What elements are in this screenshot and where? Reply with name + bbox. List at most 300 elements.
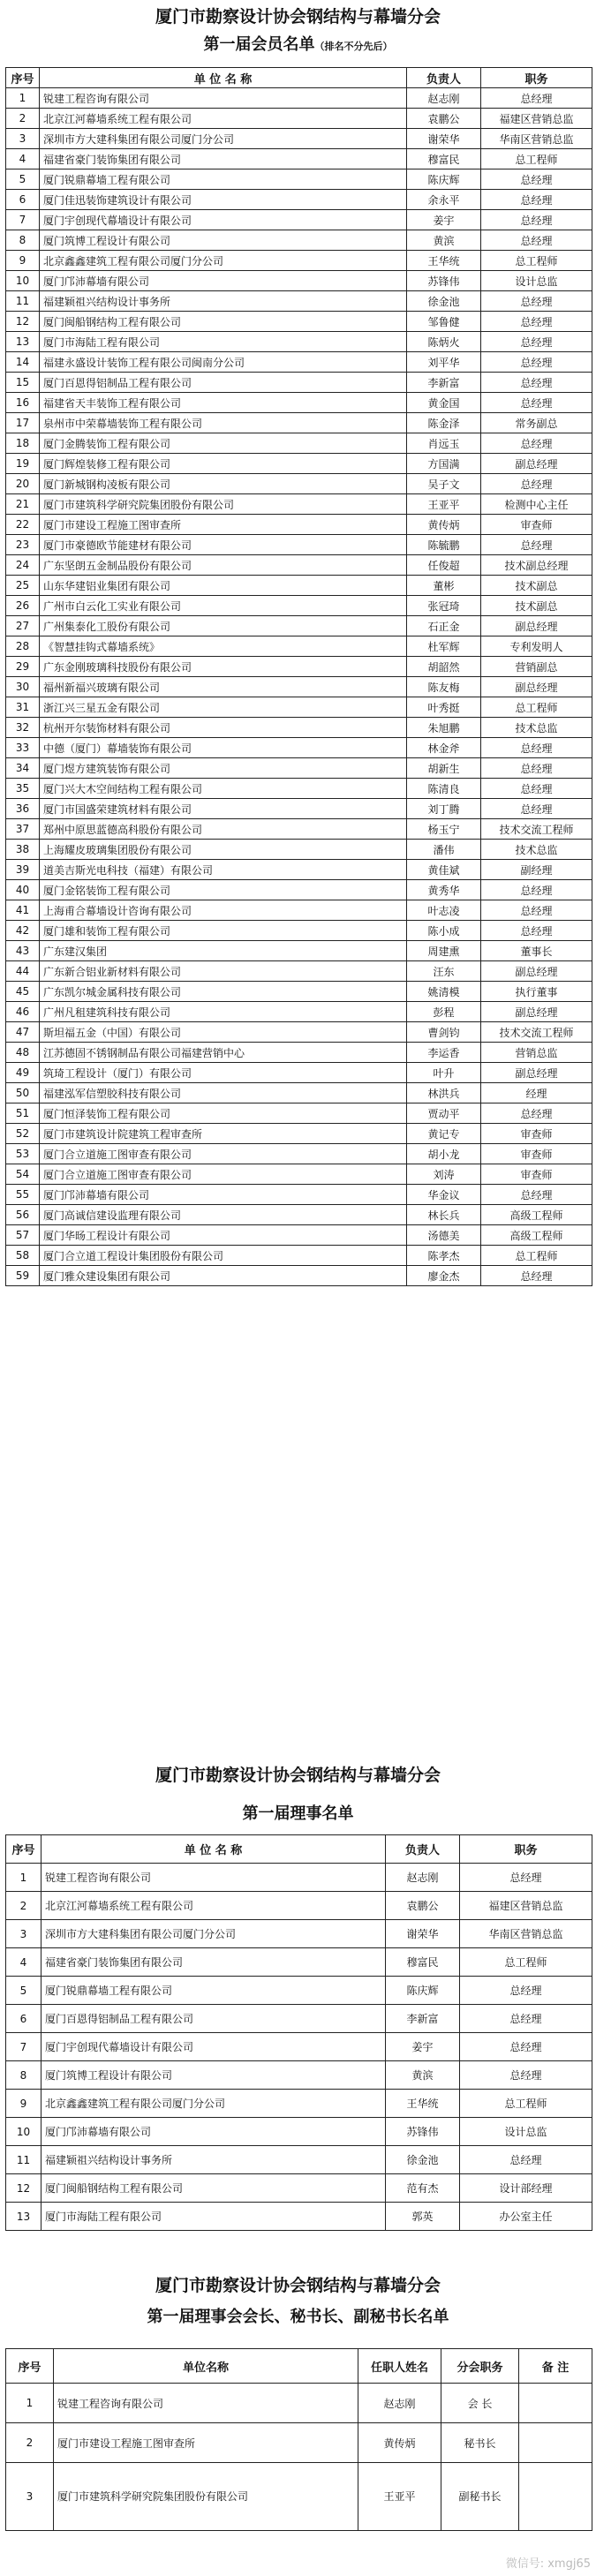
cell-index: 3	[6, 1920, 41, 1948]
cell-index: 55	[6, 1185, 40, 1205]
cell-person: 赵志刚	[407, 88, 481, 109]
cell-person: 胡新生	[407, 758, 481, 779]
board-table	[5, 1834, 592, 2231]
cell-position: 总工程师	[481, 149, 592, 169]
cell-person: 陈毓鹏	[407, 535, 481, 555]
cell-company: 上海甫合幕墙设计咨询有限公司	[40, 900, 407, 921]
cell-index: 16	[6, 393, 40, 413]
cell-company: 厦门雄和装饰工程有限公司	[40, 921, 407, 941]
cell-company: 浙江兴三星五金有限公司	[40, 697, 407, 718]
cell-position: 总经理	[481, 779, 592, 799]
cell-person: 王华统	[386, 2090, 460, 2118]
cell-company: 厦门筑博工程设计有限公司	[40, 230, 407, 251]
cell-company: 锐建工程咨询有限公司	[41, 1864, 386, 1892]
cell-person: 黄传炳	[407, 515, 481, 535]
cell-company: 厦门闽船钢结构工程有限公司	[40, 312, 407, 332]
cell-index: 59	[6, 1266, 40, 1286]
cell-index: 54	[6, 1164, 40, 1185]
cell-position: 技术交流工程师	[481, 1022, 592, 1043]
cell-company: 厦门市建设工程施工图审查所	[54, 2423, 358, 2463]
page-title: 厦门市勘察设计协会钢结构与幕墙分会	[155, 7, 441, 26]
table-row	[6, 636, 592, 657]
cell-index: 18	[6, 433, 40, 454]
cell-company: 中德（厦门）幕墙装饰有限公司	[40, 738, 407, 758]
column-header: 序号	[6, 1835, 41, 1864]
column-header: 单 位 名 称	[40, 68, 407, 88]
cell-person: 苏锋伟	[386, 2118, 460, 2146]
cell-position: 福建区营销总监	[481, 109, 592, 129]
cell-company: 山东华建铝业集团有限公司	[40, 576, 407, 596]
table-row	[6, 2118, 592, 2146]
cell-index: 22	[6, 515, 40, 535]
cell-person: 刘平华	[407, 352, 481, 373]
table-row	[6, 1920, 592, 1948]
table-row	[6, 657, 592, 677]
cell-position: 技术总监	[481, 718, 592, 738]
table-row	[6, 555, 592, 576]
cell-index: 17	[6, 413, 40, 433]
cell-person: 姜宇	[386, 2033, 460, 2061]
cell-company: 深圳市方大建科集团有限公司厦门分公司	[41, 1920, 386, 1948]
table-row	[6, 210, 592, 230]
cell-company: 北京鑫鑫建筑工程有限公司厦门分公司	[40, 251, 407, 271]
cell-company: 广州集泰化工股份有限公司	[40, 616, 407, 636]
table-row	[6, 1002, 592, 1022]
cell-person: 邹鲁健	[407, 312, 481, 332]
table-row	[6, 941, 592, 961]
cell-position: 技术副总经理	[481, 555, 592, 576]
table-row	[6, 454, 592, 474]
cell-person: 陈炳火	[407, 332, 481, 352]
cell-person: 袁鹏公	[386, 1892, 460, 1920]
cell-index: 12	[6, 2174, 41, 2203]
cell-position: 总经理	[481, 332, 592, 352]
table-row	[6, 251, 592, 271]
table-row	[6, 840, 592, 860]
cell-company: 北京江河幕墙系统工程有限公司	[40, 109, 407, 129]
cell-index: 51	[6, 1103, 40, 1124]
table-row	[6, 697, 592, 718]
cell-person: 杨玉宁	[407, 819, 481, 840]
section-subtitle	[0, 34, 596, 58]
cell-company: 厦门雅众建设集团有限公司	[40, 1266, 407, 1286]
cell-person: 林长兵	[407, 1205, 481, 1225]
table-row	[6, 190, 592, 210]
cell-company: 福建永盛设计装饰工程有限公司闽南分公司	[40, 352, 407, 373]
cell-company: 福建泓军信塑胶科技有限公司	[40, 1083, 407, 1103]
cell-person: 胡小龙	[407, 1144, 481, 1164]
cell-company: 广州市白云化工实业有限公司	[40, 596, 407, 616]
cell-position: 总经理	[481, 230, 592, 251]
cell-position: 执行董事	[481, 982, 592, 1002]
cell-company: 泉州市中荣幕墙装饰工程有限公司	[40, 413, 407, 433]
table-row	[6, 961, 592, 982]
table-row	[6, 474, 592, 494]
table-row	[6, 1948, 592, 1977]
table-row	[6, 596, 592, 616]
cell-person: 李新富	[407, 373, 481, 393]
table-row	[6, 1083, 592, 1103]
cell-index: 38	[6, 840, 40, 860]
cell-index: 9	[6, 251, 40, 271]
cell-position: 总经理	[481, 88, 592, 109]
cell-company: 厦门市海陆工程有限公司	[41, 2203, 386, 2231]
cell-person: 叶秀挺	[407, 697, 481, 718]
cell-position: 高级工程师	[481, 1225, 592, 1246]
table-row	[6, 1225, 592, 1246]
cell-position: 设计部经理	[460, 2174, 592, 2203]
cell-person: 陈小成	[407, 921, 481, 941]
cell-position: 总经理	[481, 393, 592, 413]
table-row	[6, 1124, 592, 1144]
cell-index: 39	[6, 860, 40, 880]
cell-index: 32	[6, 718, 40, 738]
cell-position: 总经理	[481, 291, 592, 312]
board-list-section	[0, 1764, 596, 1826]
cell-index: 58	[6, 1246, 40, 1266]
cell-index: 1	[6, 1864, 41, 1892]
cell-company: 厦门闽船钢结构工程有限公司	[41, 2174, 386, 2203]
table-row	[6, 271, 592, 291]
cell-position: 总经理	[481, 190, 592, 210]
cell-index: 4	[6, 1948, 41, 1977]
cell-person: 黄滨	[407, 230, 481, 251]
cell-person: 陈清良	[407, 779, 481, 799]
cell-index: 47	[6, 1022, 40, 1043]
cell-position: 审查师	[481, 1164, 592, 1185]
cell-company: 深圳市方大建科集团有限公司厦门分公司	[40, 129, 407, 149]
cell-person: 曹剑钧	[407, 1022, 481, 1043]
cell-company: 厦门市建筑科学研究院集团股份有限公司	[40, 494, 407, 515]
cell-position: 营销总监	[481, 1043, 592, 1063]
cell-index: 34	[6, 758, 40, 779]
cell-position: 总经理	[481, 758, 592, 779]
cell-person: 林洪兵	[407, 1083, 481, 1103]
cell-position: 检测中心主任	[481, 494, 592, 515]
table-header-row	[6, 68, 592, 88]
cell-company: 北京鑫鑫建筑工程有限公司厦门分公司	[41, 2090, 386, 2118]
column-header: 单 位 名 称	[41, 1835, 386, 1864]
cell-position: 审查师	[481, 1144, 592, 1164]
cell-position: 营销副总	[481, 657, 592, 677]
cell-company: 广东新合铝业新材料有限公司	[40, 961, 407, 982]
cell-index: 5	[6, 169, 40, 190]
table-row	[6, 616, 592, 636]
cell-company: 厦门辉煌装修工程有限公司	[40, 454, 407, 474]
table-header-row	[6, 1835, 592, 1864]
table-row	[6, 312, 592, 332]
cell-position: 副总经理	[481, 1063, 592, 1083]
cell-person: 吴子文	[407, 474, 481, 494]
cell-company: 厦门市海陆工程有限公司	[40, 332, 407, 352]
cell-position: 总经理	[460, 2146, 592, 2174]
cell-person: 范有杰	[386, 2174, 460, 2203]
cell-company: 筑琦工程设计（厦门）有限公司	[40, 1063, 407, 1083]
cell-company: 厦门宇创现代幕墙设计有限公司	[41, 2033, 386, 2061]
cell-company: 《智慧挂钩式幕墙系统》	[40, 636, 407, 657]
cell-position: 总工程师	[460, 2090, 592, 2118]
cell-company: 厦门佳迅装饰建筑设计有限公司	[40, 190, 407, 210]
table-row	[6, 129, 592, 149]
table-row	[6, 921, 592, 941]
table-row	[6, 1266, 592, 1286]
table-row	[6, 2090, 592, 2118]
cell-person: 华金议	[407, 1185, 481, 1205]
cell-position: 总经理	[460, 2061, 592, 2090]
table-row	[6, 1043, 592, 1063]
cell-person: 姜宇	[407, 210, 481, 230]
cell-index: 6	[6, 2005, 41, 2033]
cell-person: 任俊超	[407, 555, 481, 576]
cell-position: 华南区营销总监	[460, 1920, 592, 1948]
cell-position: 总经理	[481, 474, 592, 494]
cell-index: 41	[6, 900, 40, 921]
cell-index: 57	[6, 1225, 40, 1246]
cell-person: 黄金国	[407, 393, 481, 413]
table-row	[6, 494, 592, 515]
table-row	[6, 738, 592, 758]
table-header-row	[6, 2349, 592, 2384]
cell-index: 12	[6, 312, 40, 332]
cell-index: 42	[6, 921, 40, 941]
cell-index: 11	[6, 291, 40, 312]
column-header: 单位名称	[54, 2349, 358, 2384]
table-row	[6, 2005, 592, 2033]
cell-company: 锐建工程咨询有限公司	[54, 2384, 358, 2423]
column-header: 负责人	[407, 68, 481, 88]
table-row	[6, 1892, 592, 1920]
column-header: 职务	[481, 68, 592, 88]
cell-person: 彭程	[407, 1002, 481, 1022]
table-body	[6, 2384, 592, 2531]
table-body	[6, 1864, 592, 2231]
cell-position: 总经理	[481, 352, 592, 373]
table-row	[6, 2203, 592, 2231]
cell-index: 56	[6, 1205, 40, 1225]
cell-position: 副经理	[481, 860, 592, 880]
table-row	[6, 982, 592, 1002]
table-row	[6, 2384, 592, 2423]
cell-index: 2	[6, 109, 40, 129]
table-row	[6, 433, 592, 454]
cell-person: 黄记专	[407, 1124, 481, 1144]
cell-index: 25	[6, 576, 40, 596]
cell-company: 郑州中原思蓝德高科股份有限公司	[40, 819, 407, 840]
table-row	[6, 799, 592, 819]
cell-company: 锐建工程咨询有限公司	[40, 88, 407, 109]
cell-company: 福建颖祖兴结构设计事务所	[41, 2146, 386, 2174]
cell-company: 厦门新城钢构凌板有限公司	[40, 474, 407, 494]
column-header: 序号	[6, 2349, 54, 2384]
cell-company: 厦门市建设工程施工图审查所	[40, 515, 407, 535]
cell-index: 10	[6, 2118, 41, 2146]
column-header: 任职人姓名	[358, 2349, 441, 2384]
officers-section	[0, 2274, 596, 2329]
table-row	[6, 900, 592, 921]
cell-company: 广东金刚玻璃科技股份有限公司	[40, 657, 407, 677]
section-subtitle: 第一届理事会会长、秘书长、副秘书长名单	[147, 2308, 449, 2326]
table-row	[6, 1063, 592, 1083]
member-table	[5, 67, 592, 1286]
cell-company: 厦门兴大木空间结构工程有限公司	[40, 779, 407, 799]
cell-position: 总工程师	[481, 251, 592, 271]
table-row	[6, 677, 592, 697]
table-row	[6, 718, 592, 738]
cell-remark	[519, 2384, 592, 2423]
cell-company: 厦门邝沛幕墙有限公司	[40, 1185, 407, 1205]
cell-company: 厦门宇创现代幕墙设计有限公司	[40, 210, 407, 230]
table-row	[6, 1246, 592, 1266]
cell-person: 李运香	[407, 1043, 481, 1063]
cell-position: 总经理	[481, 1185, 592, 1205]
cell-index: 40	[6, 880, 40, 900]
cell-position: 总工程师	[481, 1246, 592, 1266]
table-row	[6, 515, 592, 535]
cell-company: 厦门合立道施工图审查有限公司	[40, 1164, 407, 1185]
cell-index: 35	[6, 779, 40, 799]
table-row	[6, 1205, 592, 1225]
cell-index: 3	[6, 2463, 54, 2531]
cell-position: 总经理	[481, 210, 592, 230]
table-row	[6, 1185, 592, 1205]
cell-index: 8	[6, 230, 40, 251]
cell-company: 厦门合立道工程设计集团股份有限公司	[40, 1246, 407, 1266]
table-row	[6, 1144, 592, 1164]
cell-index: 7	[6, 2033, 41, 2061]
table-row	[6, 535, 592, 555]
column-header: 职务	[460, 1835, 592, 1864]
cell-person: 叶升	[407, 1063, 481, 1083]
cell-position: 总经理	[481, 1266, 592, 1286]
cell-company: 福建省豪门装饰集团有限公司	[41, 1948, 386, 1977]
cell-company: 广东凯尔城金属科技有限公司	[40, 982, 407, 1002]
cell-index: 1	[6, 88, 40, 109]
cell-index: 1	[6, 2384, 54, 2423]
cell-position: 审查师	[481, 515, 592, 535]
table-row	[6, 230, 592, 251]
cell-company: 厦门锐鼎幕墙工程有限公司	[40, 169, 407, 190]
cell-person: 穆富民	[407, 149, 481, 169]
cell-index: 11	[6, 2146, 41, 2174]
cell-company: 厦门恒泽装饰工程有限公司	[40, 1103, 407, 1124]
cell-index: 53	[6, 1144, 40, 1164]
cell-company: 厦门金腾装饰工程有限公司	[40, 433, 407, 454]
cell-index: 15	[6, 373, 40, 393]
cell-person: 陈金泽	[407, 413, 481, 433]
cell-person: 黄传炳	[358, 2423, 441, 2463]
cell-position: 总经理	[481, 1103, 592, 1124]
table-row	[6, 291, 592, 312]
cell-company: 厦门市国盛荣建筑材料有限公司	[40, 799, 407, 819]
table-row	[6, 88, 592, 109]
cell-company: 上海耀皮玻璃集团股份有限公司	[40, 840, 407, 860]
cell-position: 董事长	[481, 941, 592, 961]
table-row	[6, 860, 592, 880]
table-row	[6, 1864, 592, 1892]
cell-index: 4	[6, 149, 40, 169]
cell-position: 副秘书长	[441, 2463, 519, 2531]
cell-position: 总经理	[460, 1977, 592, 2005]
cell-index: 44	[6, 961, 40, 982]
cell-index: 9	[6, 2090, 41, 2118]
cell-person: 石正金	[407, 616, 481, 636]
cell-person: 黄秀华	[407, 880, 481, 900]
table-row	[6, 2146, 592, 2174]
cell-company: 斯坦福五金（中国）有限公司	[40, 1022, 407, 1043]
cell-person: 李新富	[386, 2005, 460, 2033]
cell-person: 周建熏	[407, 941, 481, 961]
cell-index: 45	[6, 982, 40, 1002]
cell-position: 总工程师	[481, 697, 592, 718]
cell-index: 10	[6, 271, 40, 291]
table-body	[6, 88, 592, 1286]
subtitle-note: （排名不分先后）	[314, 41, 393, 52]
cell-person: 廖金杰	[407, 1266, 481, 1286]
cell-remark	[519, 2463, 592, 2531]
cell-company: 厦门煜方建筑装饰有限公司	[40, 758, 407, 779]
table-row	[6, 758, 592, 779]
cell-person: 董彬	[407, 576, 481, 596]
cell-index: 28	[6, 636, 40, 657]
cell-person: 赵志刚	[358, 2384, 441, 2423]
table-row	[6, 352, 592, 373]
cell-index: 36	[6, 799, 40, 819]
cell-index: 5	[6, 1977, 41, 2005]
cell-person: 姚清模	[407, 982, 481, 1002]
cell-position: 总经理	[460, 1864, 592, 1892]
cell-company: 福建省豪门装饰集团有限公司	[40, 149, 407, 169]
table-row	[6, 819, 592, 840]
table-row	[6, 779, 592, 799]
cell-person: 陈友梅	[407, 677, 481, 697]
cell-person: 黄滨	[386, 2061, 460, 2090]
table-row	[6, 332, 592, 352]
cell-person: 黄佳斌	[407, 860, 481, 880]
cell-person: 林金斧	[407, 738, 481, 758]
cell-person: 陈孝杰	[407, 1246, 481, 1266]
table-row	[6, 2174, 592, 2203]
cell-person: 王亚平	[358, 2463, 441, 2531]
cell-company: 道美吉斯光电科技（福建）有限公司	[40, 860, 407, 880]
cell-position: 常务副总	[481, 413, 592, 433]
cell-index: 30	[6, 677, 40, 697]
cell-position: 专利发明人	[481, 636, 592, 657]
table-row	[6, 149, 592, 169]
table-row	[6, 169, 592, 190]
cell-company: 福建颖祖兴结构设计事务所	[40, 291, 407, 312]
cell-company: 广州凡租建筑科技有限公司	[40, 1002, 407, 1022]
cell-position: 福建区营销总监	[460, 1892, 592, 1920]
table-row	[6, 576, 592, 596]
cell-person: 陈庆辉	[407, 169, 481, 190]
cell-position: 经理	[481, 1083, 592, 1103]
cell-position: 总经理	[481, 880, 592, 900]
cell-person: 陈庆辉	[386, 1977, 460, 2005]
cell-person: 胡韶然	[407, 657, 481, 677]
cell-person: 潘伟	[407, 840, 481, 860]
table-row	[6, 2463, 592, 2531]
section-title: 厦门市勘察设计协会钢结构与幕墙分会	[155, 1766, 441, 1785]
table-row	[6, 393, 592, 413]
cell-person: 袁鹏公	[407, 109, 481, 129]
cell-index: 37	[6, 819, 40, 840]
cell-company: 厦门邝沛幕墙有限公司	[40, 271, 407, 291]
cell-person: 汪东	[407, 961, 481, 982]
cell-index: 29	[6, 657, 40, 677]
section-subtitle: 第一届理事名单	[242, 1804, 354, 1823]
cell-company: 厦门市豪德欧节能建材有限公司	[40, 535, 407, 555]
cell-index: 50	[6, 1083, 40, 1103]
